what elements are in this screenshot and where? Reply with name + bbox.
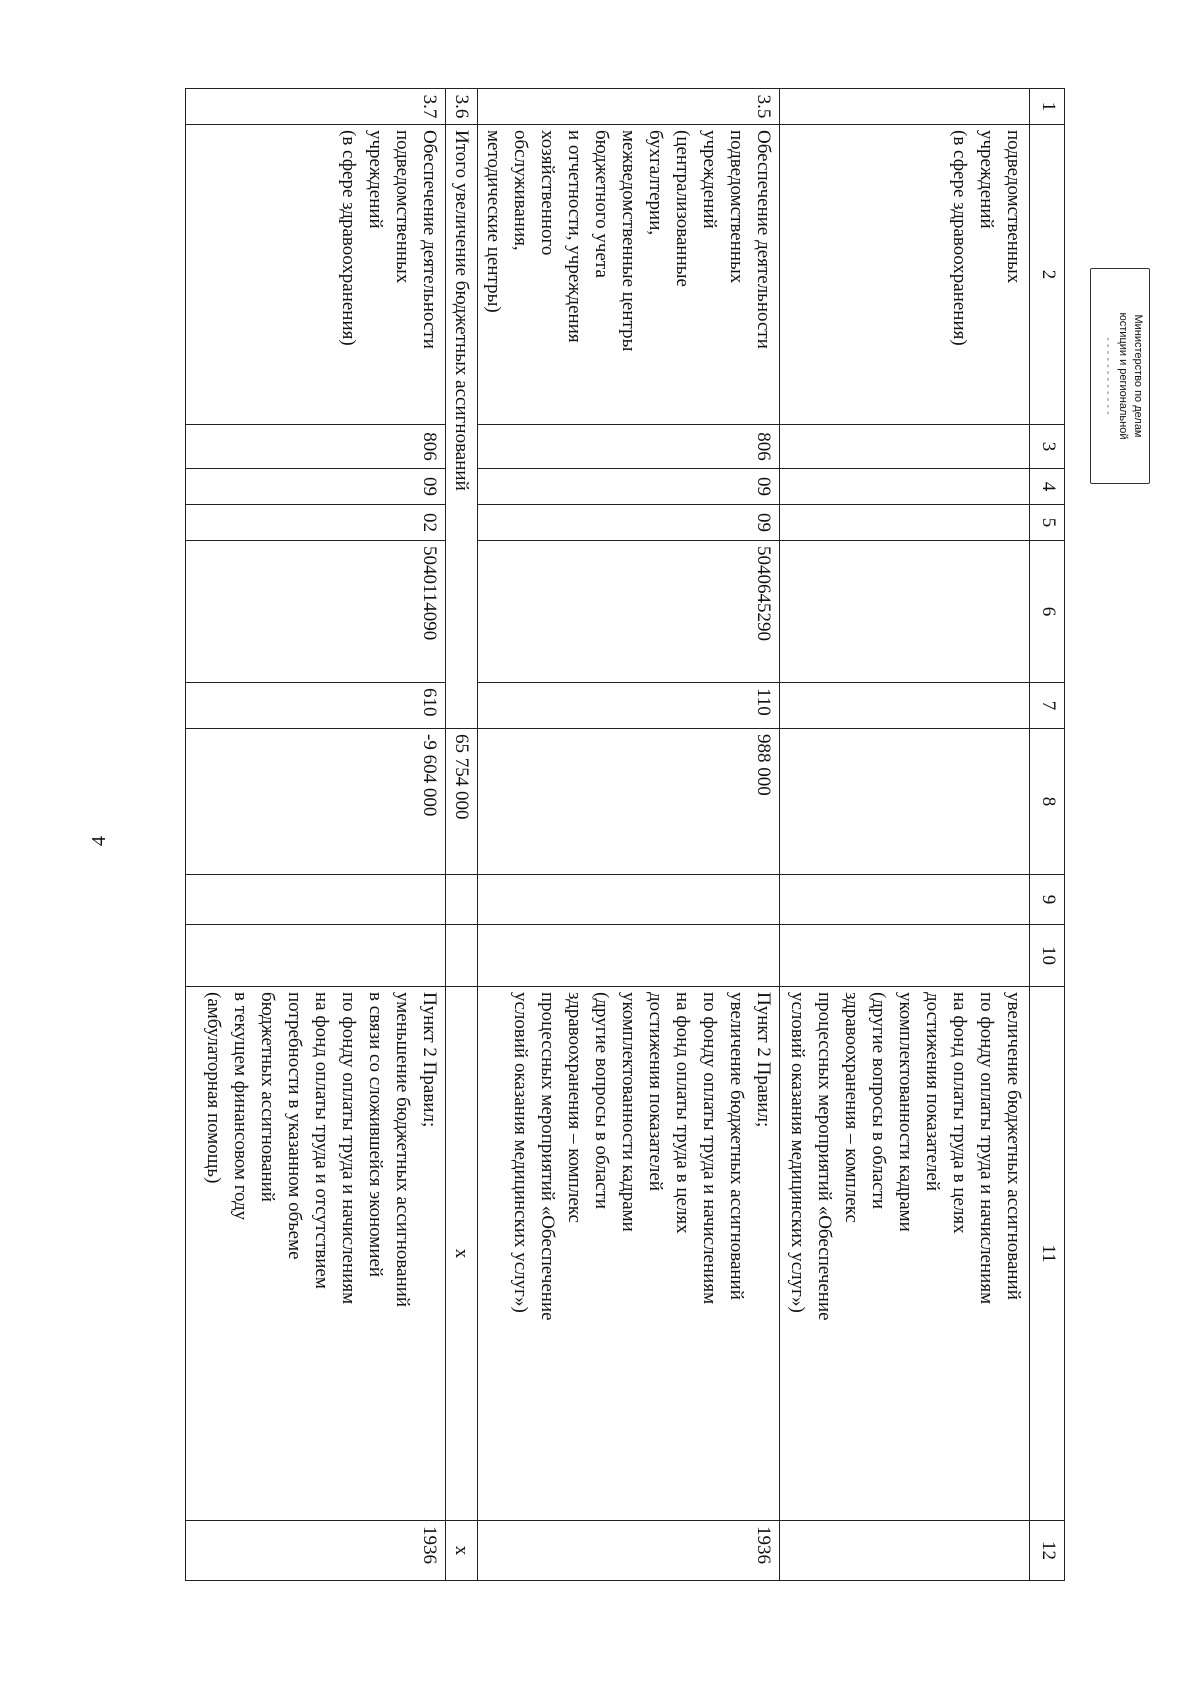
page-number: 4 xyxy=(88,836,110,846)
expense-name-cell: Обеспечение деятельности подведомственных учреждений (централизованные бухгалтерии, межведомственные центры бюджетного учета и отчетности, учреждения хозяйственного обслуживания, методические центры) xyxy=(478,125,780,425)
section-code-cell xyxy=(780,469,1030,505)
section-code-cell: 09 xyxy=(478,469,780,505)
ministry-code-cell: 806 xyxy=(186,425,446,469)
amount-cell: 988 000 xyxy=(478,729,780,875)
empty-cell xyxy=(186,875,446,925)
empty-cell xyxy=(478,925,780,987)
empty-cell xyxy=(780,925,1030,987)
target-article-cell: 5040645290 xyxy=(478,541,780,683)
grounds-cell: увеличение бюджетных ассигнований по фонду оплаты труда и начислениям на фонд оплаты труда в целях достижения показателей укомплектованности кадрами (другие вопросы в области здравоохранения – комплекс процессных мероприятий «Обеспечение условий оказания медицинских услуг») xyxy=(780,987,1030,1521)
header-cell: 1 xyxy=(1030,89,1065,125)
subsection-code-cell: 02 xyxy=(186,505,446,541)
expense-name-cell: подведомственных учреждений (в сфере здравоохранения) xyxy=(780,125,1030,425)
code-cell xyxy=(780,1521,1030,1581)
empty-cell xyxy=(446,925,478,987)
total-amount-cell: 65 754 000 xyxy=(446,729,478,875)
header-cell: 2 xyxy=(1030,125,1065,425)
column-number-header-row xyxy=(1030,89,1065,1581)
stamp-cut-off-line: - - - - - - - - - - - - xyxy=(1102,337,1114,415)
budget-allocation-table xyxy=(185,88,1065,1581)
registration-stamp xyxy=(1090,268,1150,484)
row-number-cell: 3.5 xyxy=(478,89,780,125)
table-row-total xyxy=(446,89,478,1581)
empty-cell xyxy=(780,875,1030,925)
grounds-cell: Пункт 2 Правил; увеличение бюджетных ассигнований по фонду оплаты труда и начислениям на фонд оплаты труда в целях достижения показателей укомплектованности кадрами (другие вопросы в области здравоохранения – комплекс процессных мероприятий «Обеспечение условий оказания медицинских услуг») xyxy=(478,987,780,1521)
header-cell: 8 xyxy=(1030,729,1065,875)
header-cell: 12 xyxy=(1030,1521,1065,1581)
subsection-code-cell: 09 xyxy=(478,505,780,541)
code-cell: x xyxy=(446,1521,478,1581)
expense-type-cell: 110 xyxy=(478,683,780,729)
grounds-cell: x xyxy=(446,987,478,1521)
header-cell: 9 xyxy=(1030,875,1065,925)
header-cell: 11 xyxy=(1030,987,1065,1521)
amount-cell: -9 604 000 xyxy=(186,729,446,875)
header-cell: 3 xyxy=(1030,425,1065,469)
empty-cell xyxy=(446,875,478,925)
rotated-table-frame xyxy=(195,88,1065,1580)
table-row xyxy=(478,89,780,1581)
expense-name-cell: Обеспечение деятельности подведомственных учреждений (в сфере здравоохранения) xyxy=(186,125,446,425)
target-article-cell xyxy=(780,541,1030,683)
table-row xyxy=(780,89,1030,1581)
header-cell: 10 xyxy=(1030,925,1065,987)
row-number-cell: 3.7 xyxy=(186,89,446,125)
expense-type-cell xyxy=(780,683,1030,729)
header-cell: 6 xyxy=(1030,541,1065,683)
amount-cell xyxy=(780,729,1030,875)
table-row xyxy=(186,89,446,1581)
empty-cell xyxy=(478,875,780,925)
grounds-cell: Пункт 2 Правил; уменьшение бюджетных ассигнований в связи со сложившейся экономией по фонду оплаты труда и начислениям на фонд оплаты труда и отсутствием потребности в указанном объеме бюджетных ассигнований в текущем финансовом году (амбулаторная помощь) xyxy=(186,987,446,1521)
code-cell: 1936 xyxy=(478,1521,780,1581)
stamp-line-2: юстиции и региональной xyxy=(1117,312,1129,440)
header-cell: 4 xyxy=(1030,469,1065,505)
subsection-code-cell xyxy=(780,505,1030,541)
total-label-cell: Итого увеличение бюджетных ассигнований xyxy=(446,125,478,729)
expense-type-cell: 610 xyxy=(186,683,446,729)
section-code-cell: 09 xyxy=(186,469,446,505)
target-article-cell: 5040114090 xyxy=(186,541,446,683)
empty-cell xyxy=(186,925,446,987)
code-cell: 1936 xyxy=(186,1521,446,1581)
header-cell: 7 xyxy=(1030,683,1065,729)
stamp-text xyxy=(1091,269,1149,483)
row-number-cell: 3.6 xyxy=(446,89,478,125)
stamp-line-1: Министерство по делам xyxy=(1132,314,1144,438)
row-number-cell xyxy=(780,89,1030,125)
rotated-table-sheet xyxy=(195,88,1065,1580)
header-cell: 5 xyxy=(1030,505,1065,541)
ministry-code-cell: 806 xyxy=(478,425,780,469)
ministry-code-cell xyxy=(780,425,1030,469)
